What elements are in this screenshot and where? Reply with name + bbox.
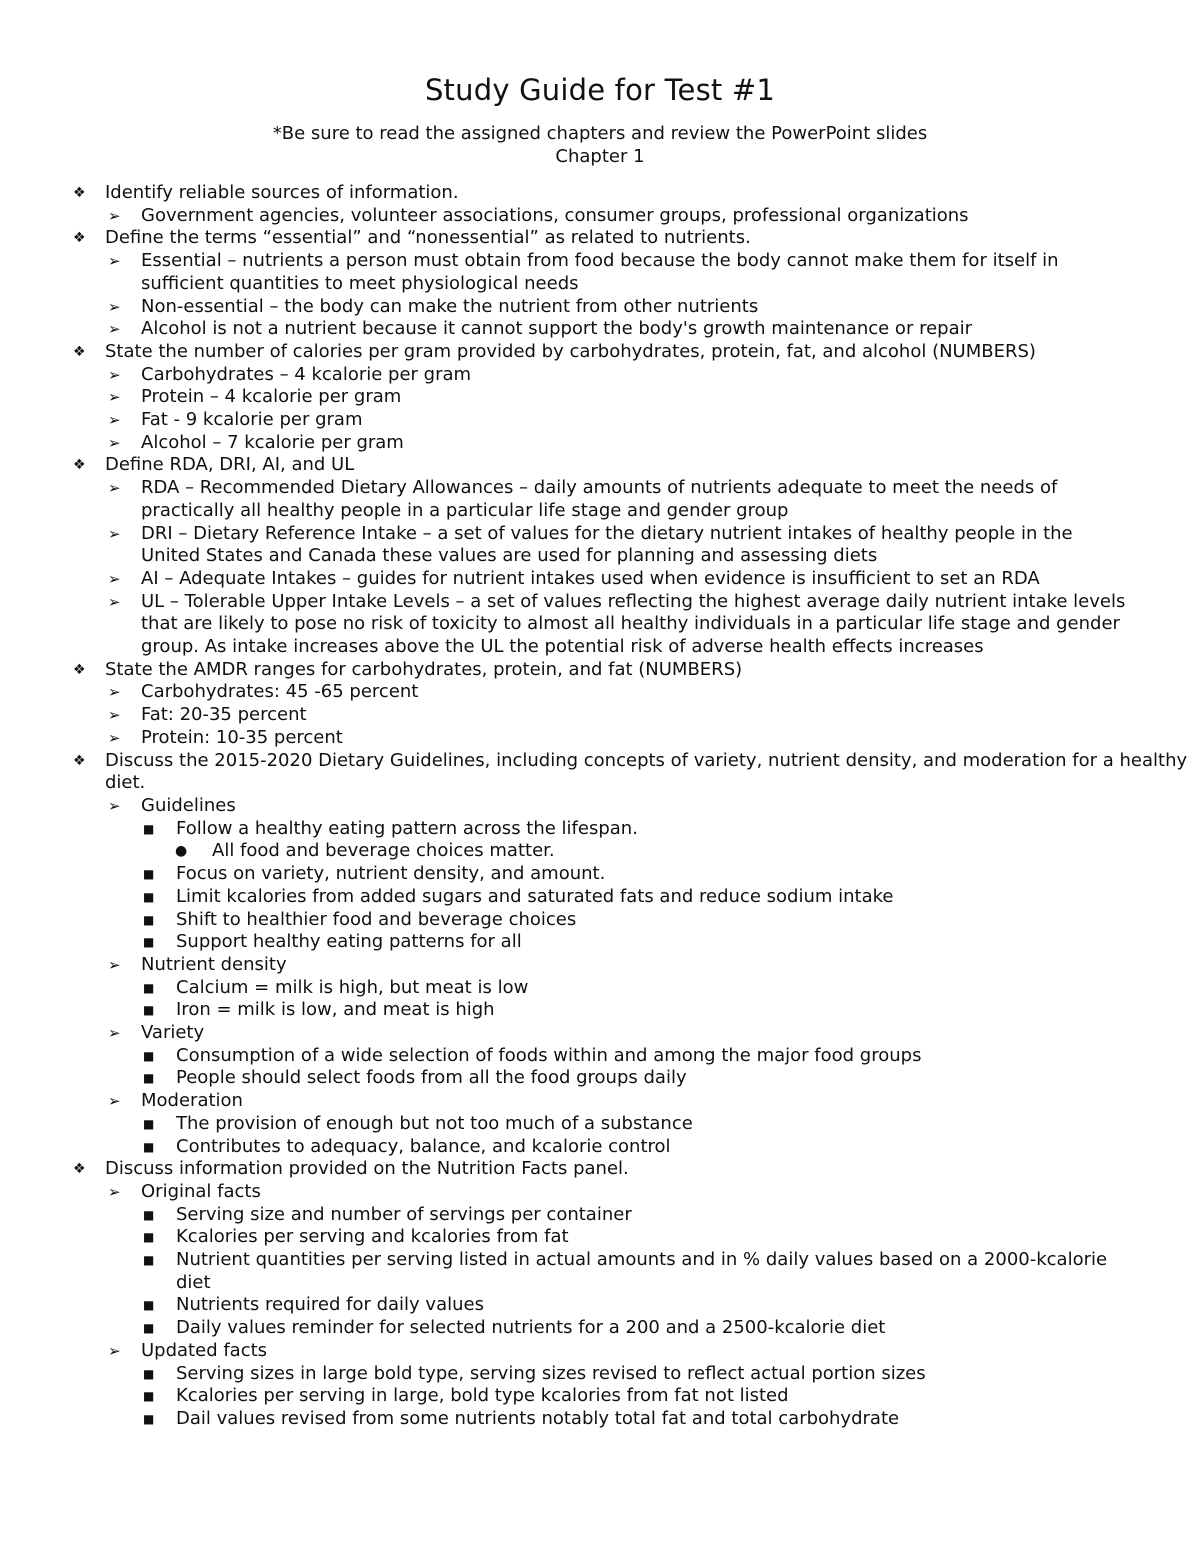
item-text: AI – Adequate Intakes – guides for nutrient intakes used when evidence is insufficient to set an RDA (141, 567, 1040, 589)
list-item (0, 1067, 1200, 1090)
list-item (0, 931, 1200, 954)
list-item (0, 296, 1200, 319)
list-item (0, 1226, 1200, 1249)
item-text: Updated facts (141, 1339, 268, 1361)
list-item (0, 727, 1200, 750)
arrowhead-bullet-icon: ➢ (108, 365, 121, 384)
list-item (0, 840, 1200, 863)
item-text: Calcium = milk is high, but meat is low (176, 976, 529, 998)
item-text: Follow a healthy eating pattern across the lifespan. (176, 817, 638, 839)
list-item (0, 1158, 1200, 1181)
item-text: Iron = milk is low, and meat is high (176, 999, 495, 1021)
list-item (0, 999, 1200, 1022)
arrowhead-bullet-icon: ➢ (108, 297, 121, 316)
list-item (0, 977, 1200, 1000)
list-item (0, 1204, 1200, 1227)
list-item (0, 1317, 1200, 1340)
arrowhead-bullet-icon: ➢ (108, 320, 121, 339)
list-item (0, 659, 1200, 682)
square-bullet-icon: ■ (143, 1139, 155, 1154)
list-item (0, 182, 1200, 205)
list-item (0, 1385, 1200, 1408)
list-item (0, 704, 1200, 727)
square-bullet-icon: ■ (143, 1411, 155, 1426)
list-item (0, 1249, 1200, 1294)
arrowhead-bullet-icon: ➢ (108, 388, 121, 407)
item-text: State the AMDR ranges for carbohydrates, protein, and fat (NUMBERS) (105, 658, 743, 680)
list-item (0, 886, 1200, 909)
item-text: Focus on variety, nutrient density, and amount. (176, 863, 606, 885)
list-item (0, 454, 1200, 477)
chapter-heading: Chapter 1 (555, 146, 645, 167)
arrowhead-bullet-icon: ➢ (108, 728, 121, 747)
diamond-bullet-icon: ❖ (73, 343, 86, 360)
item-text: Protein – 4 kcalorie per gram (141, 386, 402, 408)
list-item (0, 1340, 1200, 1363)
item-text: Define RDA, DRI, AI, and UL (105, 454, 355, 476)
arrowhead-bullet-icon: ➢ (108, 796, 121, 815)
arrowhead-bullet-icon: ➢ (108, 1182, 121, 1201)
item-text: Essential – nutrients a person must obtain from food because the body cannot make them for itself in sufficient quantities to meet physiological needs (141, 250, 1059, 294)
item-text: Daily values reminder for selected nutrients for a 200 and a 2500-kcalorie diet (176, 1317, 886, 1339)
list-item (0, 1408, 1200, 1431)
square-bullet-icon: ■ (143, 889, 155, 904)
item-text: UL – Tolerable Upper Intake Levels – a set of values reflecting the highest average daily nutrient intake levels that are likely to pose no risk of toxicity to almost all healthy individuals in a particular life stage and gender group. As intake increases above the UL the potential risk of adverse health effects increases (141, 590, 1126, 658)
item-text: Serving size and number of servings per container (176, 1203, 632, 1225)
item-text: RDA – Recommended Dietary Allowances – daily amounts of nutrients adequate to meet the needs of practically all healthy people in a particular life stage and gender group (141, 477, 1058, 521)
item-text: Shift to healthier food and beverage choices (176, 908, 577, 930)
square-bullet-icon: ■ (143, 1048, 155, 1063)
arrowhead-bullet-icon: ➢ (108, 1092, 121, 1111)
item-text: All food and beverage choices matter. (212, 840, 555, 862)
item-text: Discuss information provided on the Nutrition Facts panel. (105, 1158, 629, 1180)
item-text: Consumption of a wide selection of foods within and among the major food groups (176, 1044, 922, 1066)
item-text: Carbohydrates: 45 -65 percent (141, 681, 419, 703)
list-item (0, 205, 1200, 228)
item-text: Contributes to adequacy, balance, and kcalorie control (176, 1135, 671, 1157)
list-item (0, 863, 1200, 886)
item-text: Guidelines (141, 794, 236, 816)
item-text: Alcohol – 7 kcalorie per gram (141, 431, 404, 453)
arrowhead-bullet-icon: ➢ (108, 1341, 121, 1360)
item-text: Serving sizes in large bold type, serving sizes revised to reflect actual portion sizes (176, 1362, 926, 1384)
page-title: Study Guide for Test #1 (424, 73, 776, 107)
list-item (0, 1181, 1200, 1204)
list-item (0, 954, 1200, 977)
arrowhead-bullet-icon: ➢ (108, 569, 121, 588)
square-bullet-icon: ■ (143, 821, 155, 836)
square-bullet-icon: ■ (143, 912, 155, 927)
arrowhead-bullet-icon: ➢ (108, 252, 121, 271)
diamond-bullet-icon: ❖ (73, 661, 86, 678)
subtitle-note: *Be sure to read the assigned chapters and review the PowerPoint slides (272, 123, 928, 144)
item-text: Non-essential – the body can make the nutrient from other nutrients (141, 295, 759, 317)
list-item (0, 795, 1200, 818)
diamond-bullet-icon: ❖ (73, 185, 86, 201)
list-item (0, 1090, 1200, 1113)
item-text: Carbohydrates – 4 kcalorie per gram (141, 363, 472, 385)
item-text: Variety (141, 1022, 205, 1044)
square-bullet-icon: ■ (143, 1207, 155, 1222)
arrowhead-bullet-icon: ➢ (108, 206, 121, 225)
item-text: Nutrient quantities per serving listed in actual amounts and in % daily values based on a 2000-kcalorie diet (176, 1249, 1108, 1293)
item-text: Alcohol is not a nutrient because it cannot support the body's growth maintenance or repair (141, 318, 973, 340)
list-item (0, 1022, 1200, 1045)
list-item (0, 750, 1200, 795)
arrowhead-bullet-icon: ➢ (108, 592, 121, 611)
list-item (0, 681, 1200, 704)
item-text: Fat: 20-35 percent (141, 704, 307, 726)
item-text: Discuss the 2015-2020 Dietary Guidelines, including concepts of variety, nutrient density, and moderation for a healthy diet. (105, 749, 1188, 794)
list-item (0, 386, 1200, 409)
square-bullet-icon: ■ (143, 1321, 155, 1336)
dot-bullet-icon: ● (175, 843, 188, 860)
square-bullet-icon: ■ (143, 1071, 155, 1086)
item-text: Government agencies, volunteer associations, consumer groups, professional organizations (141, 204, 969, 226)
list-item (0, 341, 1200, 364)
list-item (0, 818, 1200, 841)
diamond-bullet-icon: ❖ (73, 457, 86, 474)
list-item (0, 477, 1200, 522)
item-text: Support healthy eating patterns for all (176, 931, 522, 953)
item-text: Dail values revised from some nutrients notably total fat and total carbohydrate (176, 1407, 900, 1429)
square-bullet-icon: ■ (143, 1253, 155, 1268)
list-item (0, 409, 1200, 432)
item-text: Define the terms “essential” and “nonessential” as related to nutrients. (105, 227, 751, 249)
list-item (0, 1363, 1200, 1386)
item-text: Fat - 9 kcalorie per gram (141, 409, 363, 431)
list-item (0, 1294, 1200, 1317)
item-text: Nutrients required for daily values (176, 1294, 484, 1316)
arrowhead-bullet-icon: ➢ (108, 524, 121, 543)
square-bullet-icon: ■ (143, 1230, 155, 1245)
item-text: Limit kcalories from added sugars and saturated fats and reduce sodium intake (176, 885, 894, 907)
item-text: Protein: 10-35 percent (141, 726, 343, 748)
square-bullet-icon: ■ (143, 980, 155, 995)
square-bullet-icon: ■ (143, 1116, 155, 1131)
item-text: People should select foods from all the food groups daily (176, 1067, 687, 1089)
square-bullet-icon: ■ (143, 867, 155, 882)
list-item (0, 318, 1200, 341)
list-item (0, 1045, 1200, 1068)
list-item (0, 250, 1200, 295)
item-text: State the number of calories per gram provided by carbohydrates, protein, fat, and alcohol (NUMBERS) (105, 340, 1036, 362)
outline-list (0, 182, 1200, 1431)
arrowhead-bullet-icon: ➢ (108, 411, 121, 430)
item-text: DRI – Dietary Reference Intake – a set of values for the dietary nutrient intakes of healthy people in the United States and Canada these values are used for planning and assessing diets (141, 522, 1073, 567)
diamond-bullet-icon: ❖ (73, 1161, 86, 1178)
list-item (0, 432, 1200, 455)
arrowhead-bullet-icon: ➢ (108, 955, 121, 974)
list-item (0, 364, 1200, 387)
list-item (0, 591, 1200, 659)
arrowhead-bullet-icon: ➢ (108, 479, 121, 498)
item-text: Kcalories per serving and kcalories from fat (176, 1226, 569, 1248)
list-item (0, 568, 1200, 591)
list-item (0, 523, 1200, 568)
item-text: Moderation (141, 1090, 243, 1112)
item-text: The provision of enough but not too much of a substance (176, 1112, 693, 1134)
square-bullet-icon: ■ (143, 935, 155, 950)
square-bullet-icon: ■ (143, 1366, 155, 1381)
square-bullet-icon: ■ (143, 1003, 155, 1018)
list-item (0, 1113, 1200, 1136)
arrowhead-bullet-icon: ➢ (108, 433, 121, 452)
item-text: Original facts (141, 1180, 261, 1202)
item-text: Nutrient density (141, 953, 287, 975)
arrowhead-bullet-icon: ➢ (108, 1024, 121, 1043)
item-text: Identify reliable sources of information. (105, 182, 459, 203)
item-text: Kcalories per serving in large, bold type kcalories from fat not listed (176, 1385, 789, 1407)
list-item (0, 227, 1200, 250)
square-bullet-icon: ■ (143, 1389, 155, 1404)
square-bullet-icon: ■ (143, 1298, 155, 1313)
arrowhead-bullet-icon: ➢ (108, 706, 121, 725)
list-item (0, 1136, 1200, 1159)
list-item (0, 909, 1200, 932)
arrowhead-bullet-icon: ➢ (108, 683, 121, 702)
diamond-bullet-icon: ❖ (73, 752, 86, 769)
diamond-bullet-icon: ❖ (73, 230, 86, 247)
